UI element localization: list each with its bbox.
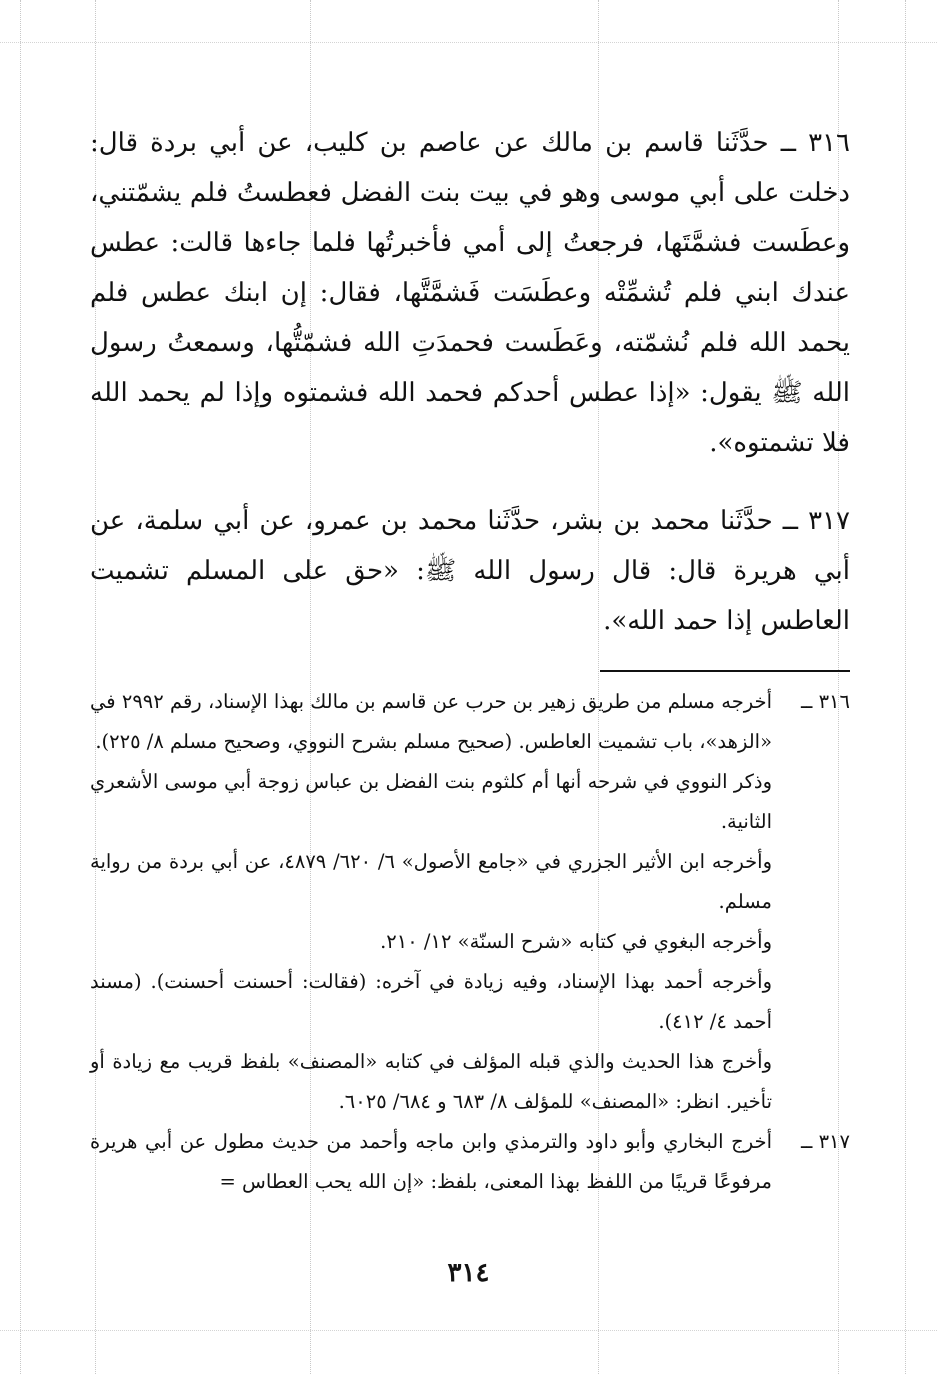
- footnote-paragraph: وأخرجه البغوي في كتابه «شرح السنّة» ١٢/ ٢١٠.: [380, 930, 772, 953]
- footnote-317: [90, 1122, 850, 1202]
- scan-guide: [20, 0, 21, 1374]
- scan-guide: [0, 1330, 937, 1331]
- footnote-paragraph: أخرج البخاري وأبو داود والترمذي وابن ماجه وأحمد من حديث مطول عن أبي هريرة مرفوعًا قريبًا من اللفظ بهذا المعنى، بلفظ: «إن الله يحب العطاس =: [90, 1130, 772, 1193]
- hadith-316: ٣١٦ ــ حدَّثَنا قاسم بن مالك عن عاصم بن كليب، عن أبي بردة قال: دخلت على أبي موسى وهو في بيت بنت الفضل فعطستُ فلم يشمّتني، وعطَست فشمَّتَها، فرجعتُ إلى أمي فأخبرتُها فلما جاءها قالت: عطس عندك ابني فلم تُشمِّتْه وعطَسَت فَشمَّتَّها، فقال: إن ابنك عطس فلم يحمد الله فلم نُشمّته، وعَطَست فحمدَتِ الله فشمّتُّها، وسمعتُ رسول الله ﷺ يقول: «إذا عطس أحدكم فحمد الله فشمتوه وإذا لم يحمد الله فلا تشمتوه».: [90, 128, 850, 458]
- footnote-paragraph: وذكر النووي في شرحه أنها أم كلثوم بنت الفضل بن عباس زوجة أبي موسى الأشعري الثانية.: [90, 770, 772, 833]
- footnote-body: [90, 1122, 772, 1202]
- footnote-paragraph: أخرجه مسلم من طريق زهير بن حرب عن قاسم بن مالك بهذا الإسناد، رقم ٢٩٩٢ في «الزهد»، باب تشميت العاطس. (صحيح مسلم بشرح النووي، وصحيح مسلم ٨/ ٢٢٥).: [90, 690, 772, 753]
- scan-guide: [0, 42, 937, 43]
- footnote-number: ٣١٧ ــ: [800, 1130, 850, 1153]
- footnote-separator-wrap: [90, 670, 850, 672]
- footnote-body: [90, 682, 772, 1122]
- footnote-316: [90, 682, 850, 1122]
- footnote-paragraph: وأخرجه أحمد بهذا الإسناد، وفيه زيادة في آخره: (فقالت: أحسنت أحسنت). (مسند أحمد ٤/ ٤١٢).: [90, 970, 772, 1033]
- hadith-317: ٣١٧ ــ حدَّثَنا محمد بن بشر، حدَّثَنا محمد بن عمرو، عن أبي سلمة، عن أبي هريرة قال: قال رسول الله ﷺ: «حق على المسلم تشميت العاطس إذا حمد الله».: [90, 506, 850, 636]
- footnote-paragraph: وأخرج هذا الحديث والذي قبله المؤلف في كتابه «المصنف» بلفظ قريب مع زيادة أو تأخير. انظر: «المصنف» للمؤلف ٨/ ٦٨٣ و ٦٨٤/ ٦٠٢٥.: [90, 1050, 772, 1113]
- footnote-separator: [600, 670, 850, 672]
- footnotes: [90, 682, 850, 1202]
- footnote-paragraph: وأخرجه ابن الأثير الجزري في «جامع الأصول» ٦/ ٦٢٠/ ٤٨٧٩، عن أبي بردة من رواية مسلم.: [90, 850, 772, 913]
- page-number: ٣١٤: [447, 1258, 490, 1288]
- footnote-number: ٣١٦ ــ: [800, 690, 850, 713]
- book-page: [90, 118, 850, 1202]
- scan-guide: [905, 0, 906, 1374]
